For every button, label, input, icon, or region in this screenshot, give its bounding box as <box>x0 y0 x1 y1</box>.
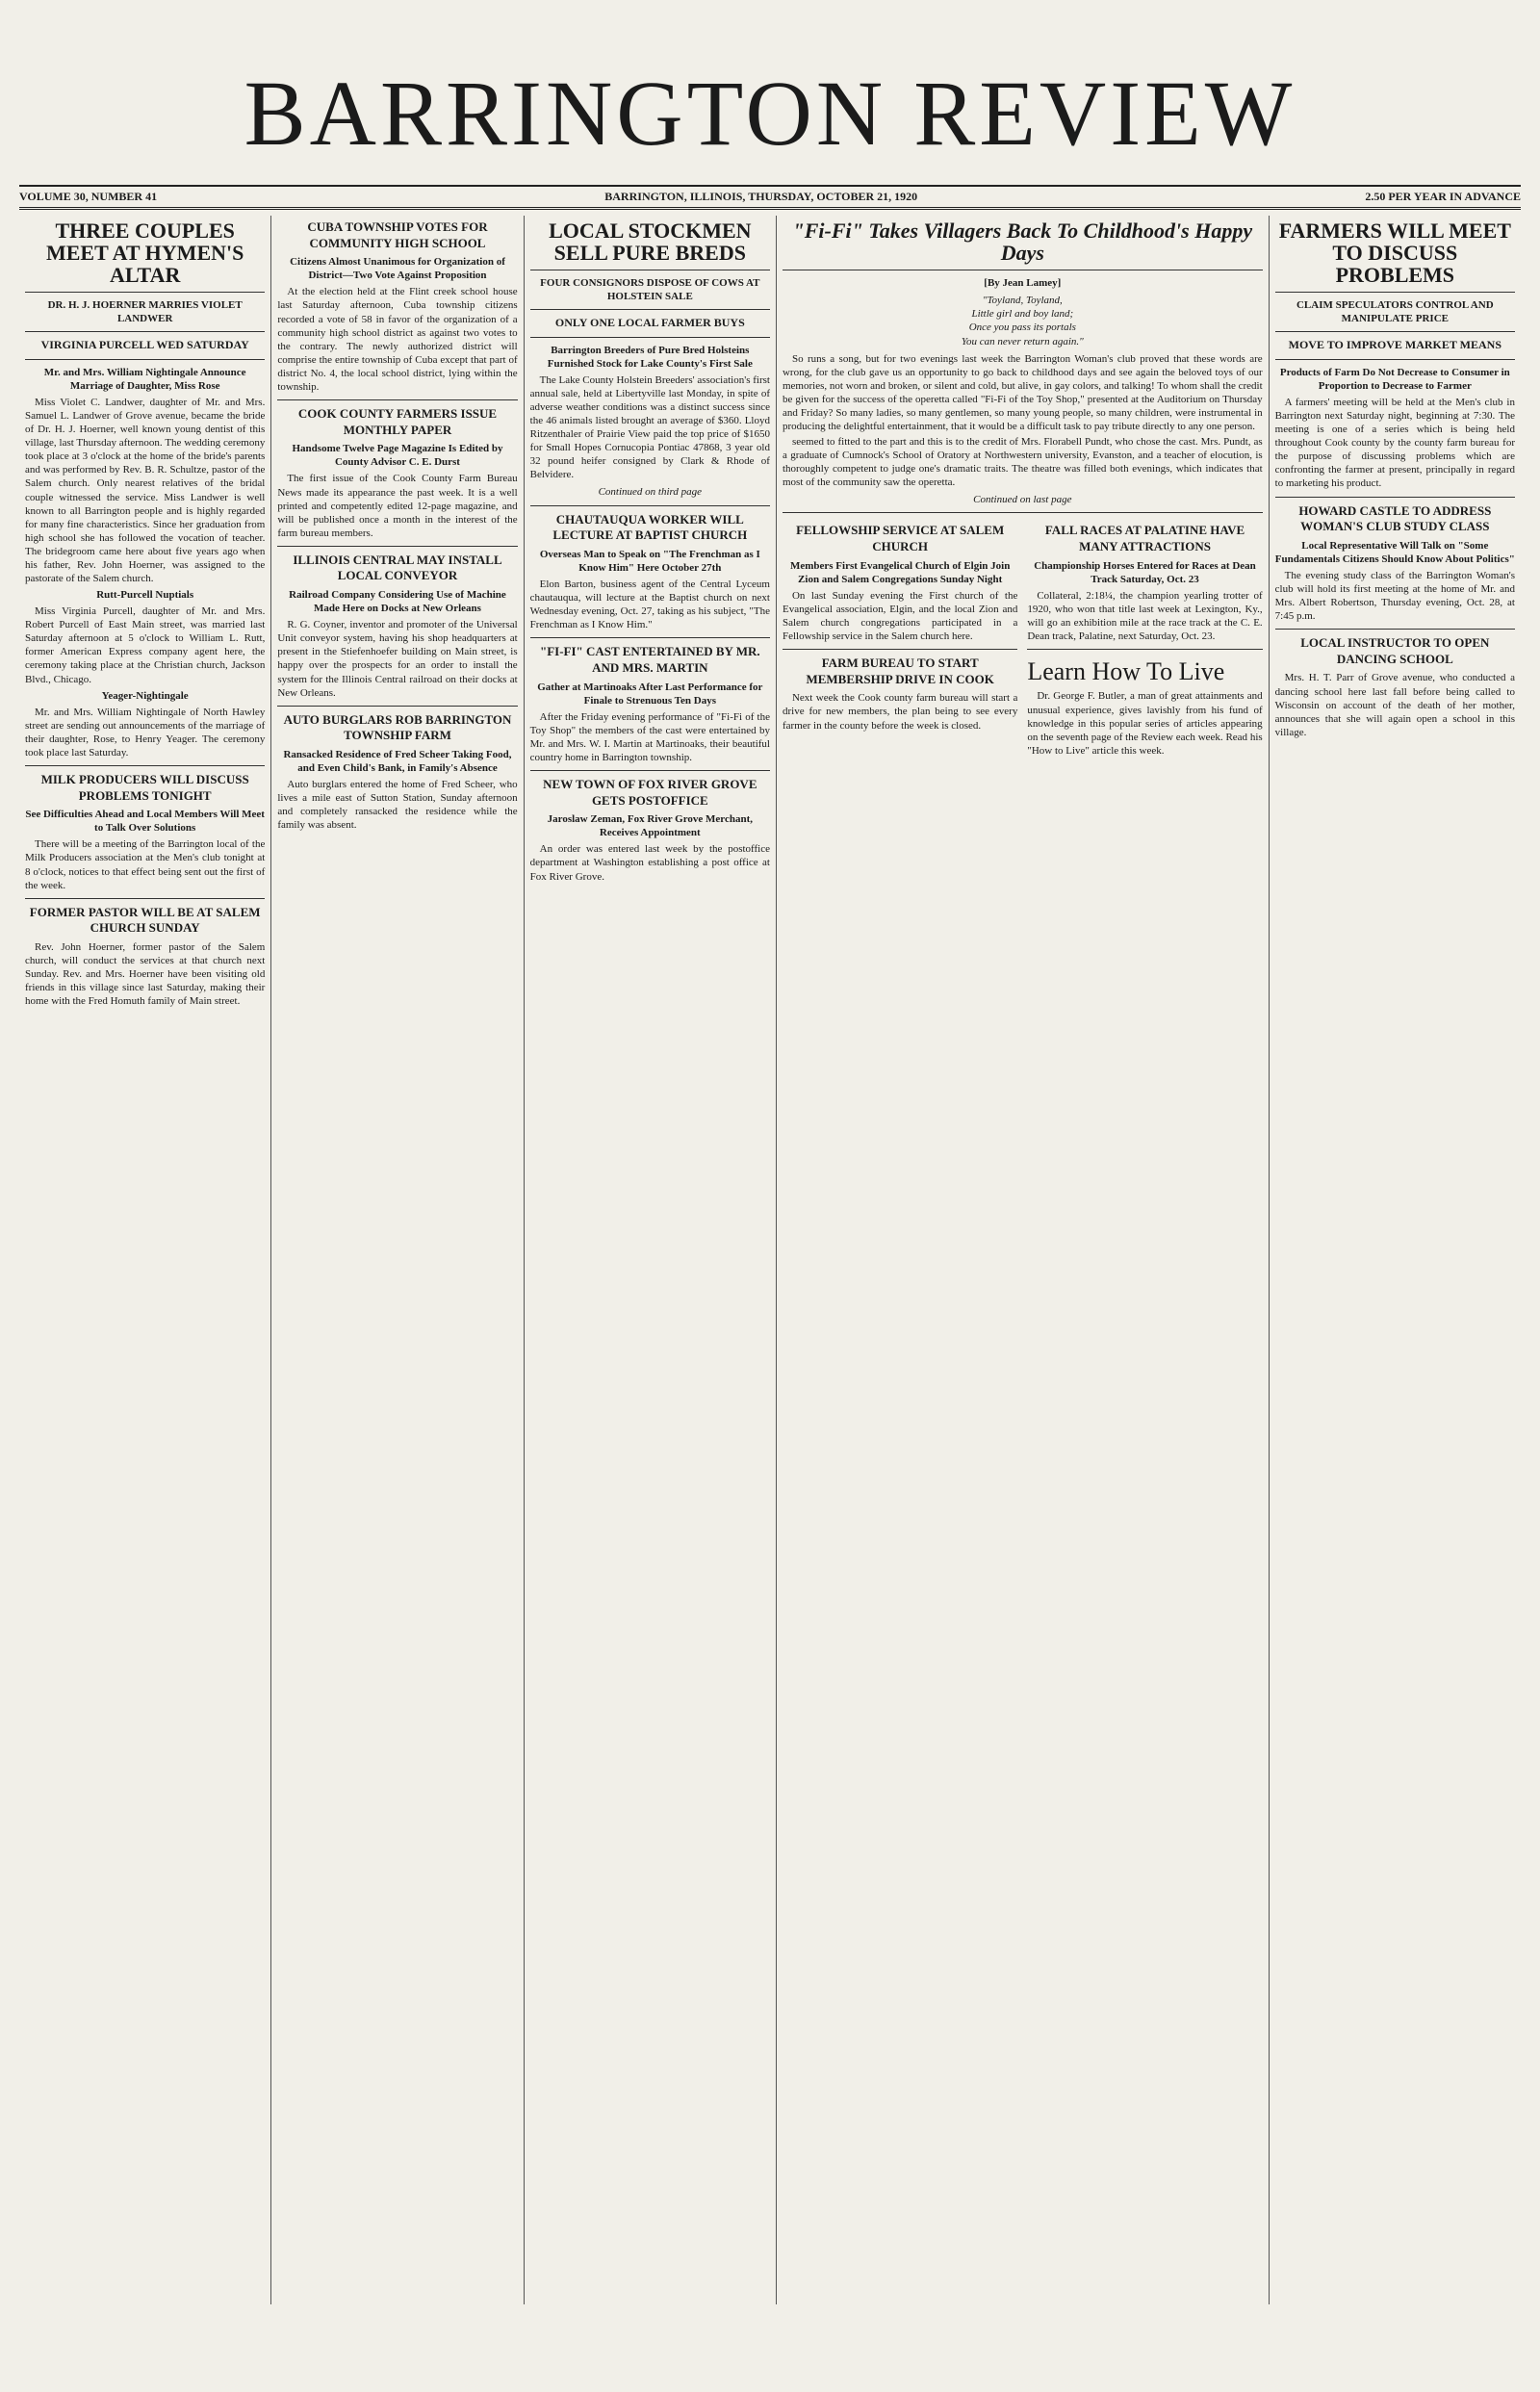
masthead: BARRINGTON REVIEW <box>244 62 1296 165</box>
deck: Citizens Almost Unanimous for Organization of District—Two Vote Against Proposition <box>290 256 505 282</box>
deck: Handsome Twelve Page Magazine Is Edited by County Advisor C. E. Durst <box>292 443 503 469</box>
article-body: On last Sunday evening the First church of the Evangelical association, Elgin, and the local Zion and Salem church congregations participated in a Fellowship service in the Salem church here. <box>782 589 1018 643</box>
article-body: At the election held at the Flint creek school house last Saturday afternoon, Cuba township citizens recorded a vote of 58 in favor of the organization of a community high school district as against two votes to the contrary. The newly authorized district will comprise the entire township of Cuba except that part of district No. 4, the local school district, lying within the township. <box>277 286 518 393</box>
article-body: A farmers' meeting will be held at the Men's club in Barrington next Saturday night, beginning at 7:30. The meeting is one of a series which is being held throughout Cook county by the county farm bureau for the purpose of discussing problems which are confronting the farmer at present, principally in regard to marketing his product. <box>1274 396 1515 490</box>
article-body: Next week the Cook county farm bureau will start a drive for new members, the plan being to see every farmer in the county before the week is closed. <box>782 692 1018 732</box>
lower-left <box>783 519 1017 759</box>
columns <box>19 216 1521 2304</box>
headline: MILK PRODUCERS WILL DISCUSS PROBLEMS TONIGHT <box>40 771 249 803</box>
deck: Championship Horses Entered for Races at Dean Track Saturday, Oct. 23 <box>1034 559 1256 585</box>
headline: Learn How To Live <box>1027 657 1225 686</box>
headline: ILLINOIS CENTRAL MAY INSTALL LOCAL CONVEYOR <box>293 552 502 583</box>
headline: HOWARD CASTLE TO ADDRESS WOMAN'S CLUB STUDY CLASS <box>1298 502 1492 534</box>
subhead: Rutt-Purcell Nuptials <box>96 589 194 602</box>
headline: LOCAL INSTRUCTOR TO OPEN DANCING SCHOOL <box>1300 635 1490 666</box>
deck: MOVE TO IMPROVE MARKET MEANS <box>1288 338 1502 352</box>
poem-line: Little girl and boy land; <box>971 308 1074 321</box>
column-1 <box>19 216 271 2304</box>
poem-line: "Toyland, Toyland, <box>982 295 1063 307</box>
headline: "FI-FI" CAST ENTERTAINED BY MR. AND MRS. MARTIN <box>540 644 760 675</box>
deck: Gather at Martinoaks After Last Performance for Finale to Strenuous Ten Days <box>537 681 763 707</box>
byline: [By Jean Lamey] <box>984 277 1062 290</box>
headline: "Fi-Fi" Takes Villagers Back To Childhood's Happy Days <box>792 219 1253 266</box>
headline: FELLOWSHIP SERVICE AT SALEM CHURCH <box>796 523 1005 554</box>
deck: DR. H. J. HOERNER MARRIES VIOLET LANDWER <box>47 299 243 325</box>
article-body: Dr. George F. Butler, a man of great attainments and unusual experience, gives lavishly from his fund of knowledge in this popular series of articles appearing on the seventh page of the Review each week. Read his "How to Live" article this week. <box>1027 690 1263 757</box>
deck: FOUR CONSIGNORS DISPOSE OF COWS AT HOLSTEIN SALE <box>540 277 760 303</box>
deck: Mr. and Mrs. William Nightingale Announce Marriage of Daughter, Miss Rose <box>43 366 246 392</box>
headline: THREE COUPLES MEET AT HYMEN'S ALTAR <box>45 219 244 288</box>
deck: Ransacked Residence of Fred Scheer Taking Food, and Even Child's Bank, in Family's Absence <box>283 748 512 775</box>
headline: AUTO BURGLARS ROB BARRINGTON TOWNSHIP FARM <box>283 711 512 743</box>
deck: CLAIM SPECULATORS CONTROL AND MANIPULATE PRICE <box>1296 299 1494 325</box>
headline: FARMERS WILL MEET TO DISCUSS PROBLEMS <box>1278 219 1511 288</box>
deck: VIRGINIA PURCELL WED SATURDAY <box>40 338 249 352</box>
article-body: Collateral, 2:18¼, the champion yearling trotter of 1920, who won that title last week at Lexington, Ky., will go an exhibition mile at the race track at the C. E. Dean track, Palatine, next Saturday, Oct. 23. <box>1027 589 1263 643</box>
article-body: The evening study class of the Barrington Woman's club will hold its first meeting at the home of Mr. and Mrs. Albert Robertson, Thursday evening, Oct. 28, at 7:45 p.m. <box>1274 569 1515 623</box>
lower-split <box>783 519 1263 759</box>
headline: FALL RACES AT PALATINE HAVE MANY ATTRACTIONS <box>1044 523 1245 554</box>
deck: ONLY ONE LOCAL FARMER BUYS <box>554 316 745 330</box>
lower-right <box>1027 519 1262 759</box>
place-date: BARRINGTON, ILLINOIS, THURSDAY, OCTOBER 21, 1920 <box>604 190 918 203</box>
article-body: Miss Virginia Purcell, daughter of Mr. and Mrs. Robert Purcell of East Main street, was married last Saturday afternoon at 5 o'clock to William L. Rutt, former American Express company agent here, the ceremony taking place at the Christian church, Jackson Blvd., Chicago. <box>25 605 266 685</box>
newspaper-page <box>19 62 1521 2373</box>
headline: CUBA TOWNSHIP VOTES FOR COMMUNITY HIGH SCHOOL <box>307 219 488 250</box>
article-body: There will be a meeting of the Barrington local of the Milk Producers association at the Men's club tonight at 8 o'clock, notices to that effect being sent out the first of the week. <box>25 838 266 891</box>
subscription-price: 2.50 PER YEAR IN ADVANCE <box>1365 190 1521 203</box>
column-3 <box>525 216 777 2304</box>
deck: Railroad Company Considering Use of Machine Made Here on Docks at New Orleans <box>289 589 506 615</box>
poem-line: You can never return again." <box>961 335 1084 347</box>
headline: FORMER PASTOR WILL BE AT SALEM CHURCH SUNDAY <box>29 904 261 936</box>
continued-note: Continued on last page <box>973 494 1072 506</box>
headline: CHAUTAUQUA WORKER WILL LECTURE AT BAPTIST CHURCH <box>552 511 748 543</box>
column-4-5 <box>777 216 1270 2304</box>
deck: Local Representative Will Talk on "Some Fundamentals Citizens Should Know About Politics" <box>1274 539 1515 565</box>
article-body: The first issue of the Cook County Farm Bureau News made its appearance the past week. It is a well printed and competently edited 12-page magazine, and will be published once a month in the interest of the farm bureau members. <box>277 473 518 539</box>
article-body: Elon Barton, business agent of the Central Lyceum chautauqua, will lecture at the Baptist church on next Wednesday evening, Oct. 27, taking as his subject, "The Frenchman as I Know Him." <box>529 578 770 631</box>
article-body: Miss Violet C. Landwer, daughter of Mr. and Mrs. Samuel L. Landwer of Grove avenue, became the bride of Dr. H. J. Hoerner, well known young dentist of this village, last Thursday afternoon. The wedding ceremony took place at 3 o'clock at the home of the bride's parents and was performed by Rev. B. R. Schultze, pastor of the Salem church. Only nearest relatives of the bridal couple witnessed the service. Miss Landwer is well known to all Barrington people and is highly regarded for many fine characteristics. Since her graduation from high school she has followed the vocation of teacher. The bridegroom came here about five years ago when his father, Rev. John Hoerner, was assigned to the pastorate of the Salem church. <box>25 396 266 584</box>
article-body: Auto burglars entered the home of Fred Scheer, who lives a mile east of Sutton Station, Sunday afternoon and completely ransacked the residence while the family was absent. <box>277 779 518 832</box>
dateline <box>19 185 1521 210</box>
headline: COOK COUNTY FARMERS ISSUE MONTHLY PAPER <box>297 406 498 437</box>
article-body: An order was entered last week by the postoffice department at Washington establishing a post office at Fox River Grove. <box>529 843 770 883</box>
deck: Barrington Breeders of Pure Bred Holsteins Furnished Stock for Lake County's First Sale <box>547 344 753 370</box>
article-body: Mrs. H. T. Parr of Grove avenue, who conducted a dancing school here last fall before being called to Wisconsin on account of the death of her mother, announces that she will again open a school in this village. <box>1274 672 1515 738</box>
column-2 <box>271 216 524 2304</box>
deck: Products of Farm Do Not Decrease to Consumer in Proportion to Decrease to Farmer <box>1279 366 1510 392</box>
headline: LOCAL STOCKMEN SELL PURE BREDS <box>549 219 752 266</box>
continued-note: Continued on third page <box>598 486 703 499</box>
article-body: Mr. and Mrs. William Nightingale of North Hawley street are sending out announcements of the marriage of their daughter, Rose, to Henry Yeager. The ceremony took place last Saturday. <box>25 706 266 759</box>
headline: NEW TOWN OF FOX RIVER GROVE GETS POSTOFFICE <box>543 777 757 808</box>
deck: Jaroslaw Zeman, Fox River Grove Merchant, Receives Appointment <box>547 813 753 839</box>
column-6 <box>1270 216 1521 2304</box>
poem <box>783 294 1263 347</box>
deck: Members First Evangelical Church of Elgin Join Zion and Salem Congregations Sunday Night <box>789 559 1011 585</box>
article-body: Rev. John Hoerner, former pastor of the Salem church, will conduct the services at that church next Sunday. Rev. and Mrs. Hoerner have been visiting old friends in this village since last Saturday, making their home with the Fred Homuth family of Main street. <box>25 940 266 1008</box>
article-body: The Lake County Holstein Breeders' association's first annual sale, held at Libertyville last Monday, in spite of adverse weather conditions was a distinct success since the 46 animals listed brought an average of $360. Lloyd Ritzenthaler of Prairie View paid the top price of $1650 for Small Hopes Cornucopia Pontiac 47868, 3 year old 32 pound heifer consigned by Clark & Rhode of Belvidere. <box>529 373 770 481</box>
deck: See Difficulties Ahead and Local Members Will Meet to Talk Over Solutions <box>25 809 265 835</box>
deck: Overseas Man to Speak on "The Frenchman as I Know Him" Here October 27th <box>539 548 760 574</box>
article-body: After the Friday evening performance of "Fi-Fi of the Toy Shop" the members of the cast were entertained by Mr. and Mrs. W. I. Martin at Martinoaks, their beautiful country home in Barrington township. <box>529 710 770 763</box>
headline: FARM BUREAU TO START MEMBERSHIP DRIVE IN COOK <box>806 656 994 686</box>
article-body: R. G. Coyner, inventor and promoter of the Universal Unit conveyor system, having his shop headquarters at present in the Stiefenhoefer building on Main street, is happy over the prospects for an order to install the system for the Illinois Central railroad on their docks at New Orleans. <box>277 619 518 699</box>
subhead: Yeager-Nightingale <box>101 689 189 702</box>
article-body: seemed to fitted to the part and this is to the credit of Mrs. Florabell Pundt, who chose the cast. Mrs. Pundt, as a graduate of Cumnock's School of Oratory at Northwestern university, Evanston, and a teacher of elocution, is thoroughly competent to judge one's dramatic traits. The theatre was filled both evenings, which indicates that most of the community saw the operetta. <box>782 436 1263 489</box>
poem-line: Once you pass its portals <box>968 322 1076 334</box>
volume-number: VOLUME 30, NUMBER 41 <box>19 190 158 203</box>
article-body: So runs a song, but for two evenings last week the Barrington Woman's club proved that these words are wrong, for the club gave us an opportunity to go back to childhood days and see again the beloved toys of our memories, not worn and broken, or silent and cold, but alive, in gay colors, and talking! To whom shall the credit be given for the success of the operetta called "Fi-Fi of the Toy Shop," presented at the Auditorium on Thursday and Friday? So many ladies, so many gentlemen, so many young people, so many children, were instrumental in producing the delightful entertainment, that it would be a difficult task to pay tribute directly to any one person. <box>782 352 1263 432</box>
